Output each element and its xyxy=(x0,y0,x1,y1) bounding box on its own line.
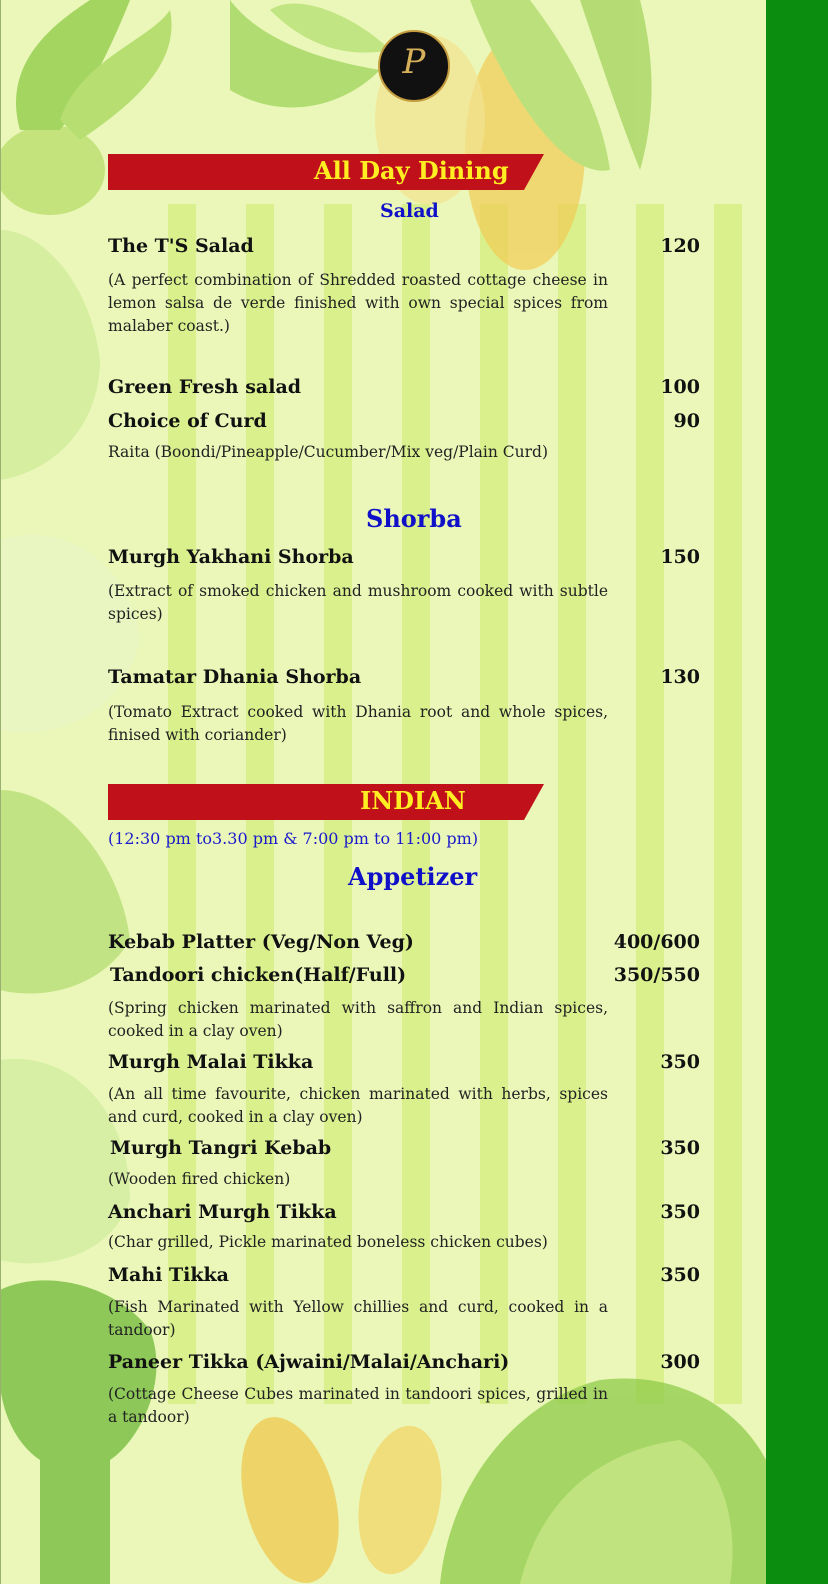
menu-item-name: Paneer Tikka (Ajwaini/Malai/Anchari) xyxy=(108,1351,510,1373)
menu-item-price: 350 xyxy=(660,1201,700,1223)
menu-item-price: 350 xyxy=(660,1264,700,1286)
banner-title: All Day Dining xyxy=(314,156,509,185)
shorba-heading: Shorba xyxy=(366,504,462,533)
menu-item-name: Murgh Tangri Kebab xyxy=(110,1137,332,1159)
menu-item-description: (A perfect combination of Shredded roasted cottage cheese in lemon salsa de verde finished with own special spices from malaber coast.) xyxy=(108,271,608,335)
menu-item-name: Murgh Malai Tikka xyxy=(108,1051,314,1073)
menu-item-price: 120 xyxy=(660,235,700,257)
logo-letter: P xyxy=(402,42,426,82)
menu-item-price: 90 xyxy=(673,410,700,432)
menu-item-name: Green Fresh salad xyxy=(108,376,302,398)
menu-item-price: 130 xyxy=(660,666,700,688)
salad-heading: Salad xyxy=(380,200,439,222)
menu-item-name: Tandoori chicken(Half/Full) xyxy=(110,964,407,986)
menu-item-name: Anchari Murgh Tikka xyxy=(108,1201,337,1223)
menu-item-price: 350/550 xyxy=(613,964,700,986)
menu-item-name: Murgh Yakhani Shorba xyxy=(108,546,354,568)
restaurant-logo xyxy=(378,30,450,102)
appetizer-heading: Appetizer xyxy=(348,862,478,891)
menu-item-price: 350 xyxy=(660,1051,700,1073)
menu-item-description: (Wooden fired chicken) xyxy=(108,1170,291,1188)
banner-title: INDIAN xyxy=(360,786,466,815)
menu-item-description: (Extract of smoked chicken and mushroom cooked with subtle spices) xyxy=(108,582,608,623)
menu-item-name: Kebab Platter (Veg/Non Veg) xyxy=(108,931,414,953)
service-hours: (12:30 pm to3.30 pm & 7:00 pm to 11:00 pm) xyxy=(108,829,479,848)
menu-item-description: Raita (Boondi/Pineapple/Cucumber/Mix veg/Plain Curd) xyxy=(108,443,549,461)
side-strip xyxy=(766,0,828,1584)
menu-item-price: 100 xyxy=(660,376,700,398)
menu-item-name: The T'S Salad xyxy=(108,235,254,257)
menu-item-price: 300 xyxy=(660,1351,700,1373)
menu-item-name: Choice of Curd xyxy=(108,410,267,432)
menu-item-description: (Char grilled, Pickle marinated boneless chicken cubes) xyxy=(108,1233,548,1251)
banner-shape xyxy=(108,784,544,820)
menu-item-price: 150 xyxy=(660,546,700,568)
menu-item-description: (Cottage Cheese Cubes marinated in tandoori spices, grilled in a tandoor) xyxy=(108,1385,608,1426)
menu-item-description: (Spring chicken marinated with saffron and Indian spices, cooked in a clay oven) xyxy=(108,999,608,1040)
menu-item-description: (Fish Marinated with Yellow chillies and curd, cooked in a tandoor) xyxy=(108,1298,608,1339)
menu-item-name: Mahi Tikka xyxy=(108,1264,229,1286)
menu-item-price: 350 xyxy=(660,1137,700,1159)
menu-item-description: (An all time favourite, chicken marinated with herbs, spices and curd, cooked in a clay oven) xyxy=(108,1085,608,1126)
menu-item-description: (Tomato Extract cooked with Dhania root and whole spices, finised with coriander) xyxy=(108,703,608,744)
menu-item-price: 400/600 xyxy=(613,931,700,953)
menu-item-name: Tamatar Dhania Shorba xyxy=(108,666,362,688)
